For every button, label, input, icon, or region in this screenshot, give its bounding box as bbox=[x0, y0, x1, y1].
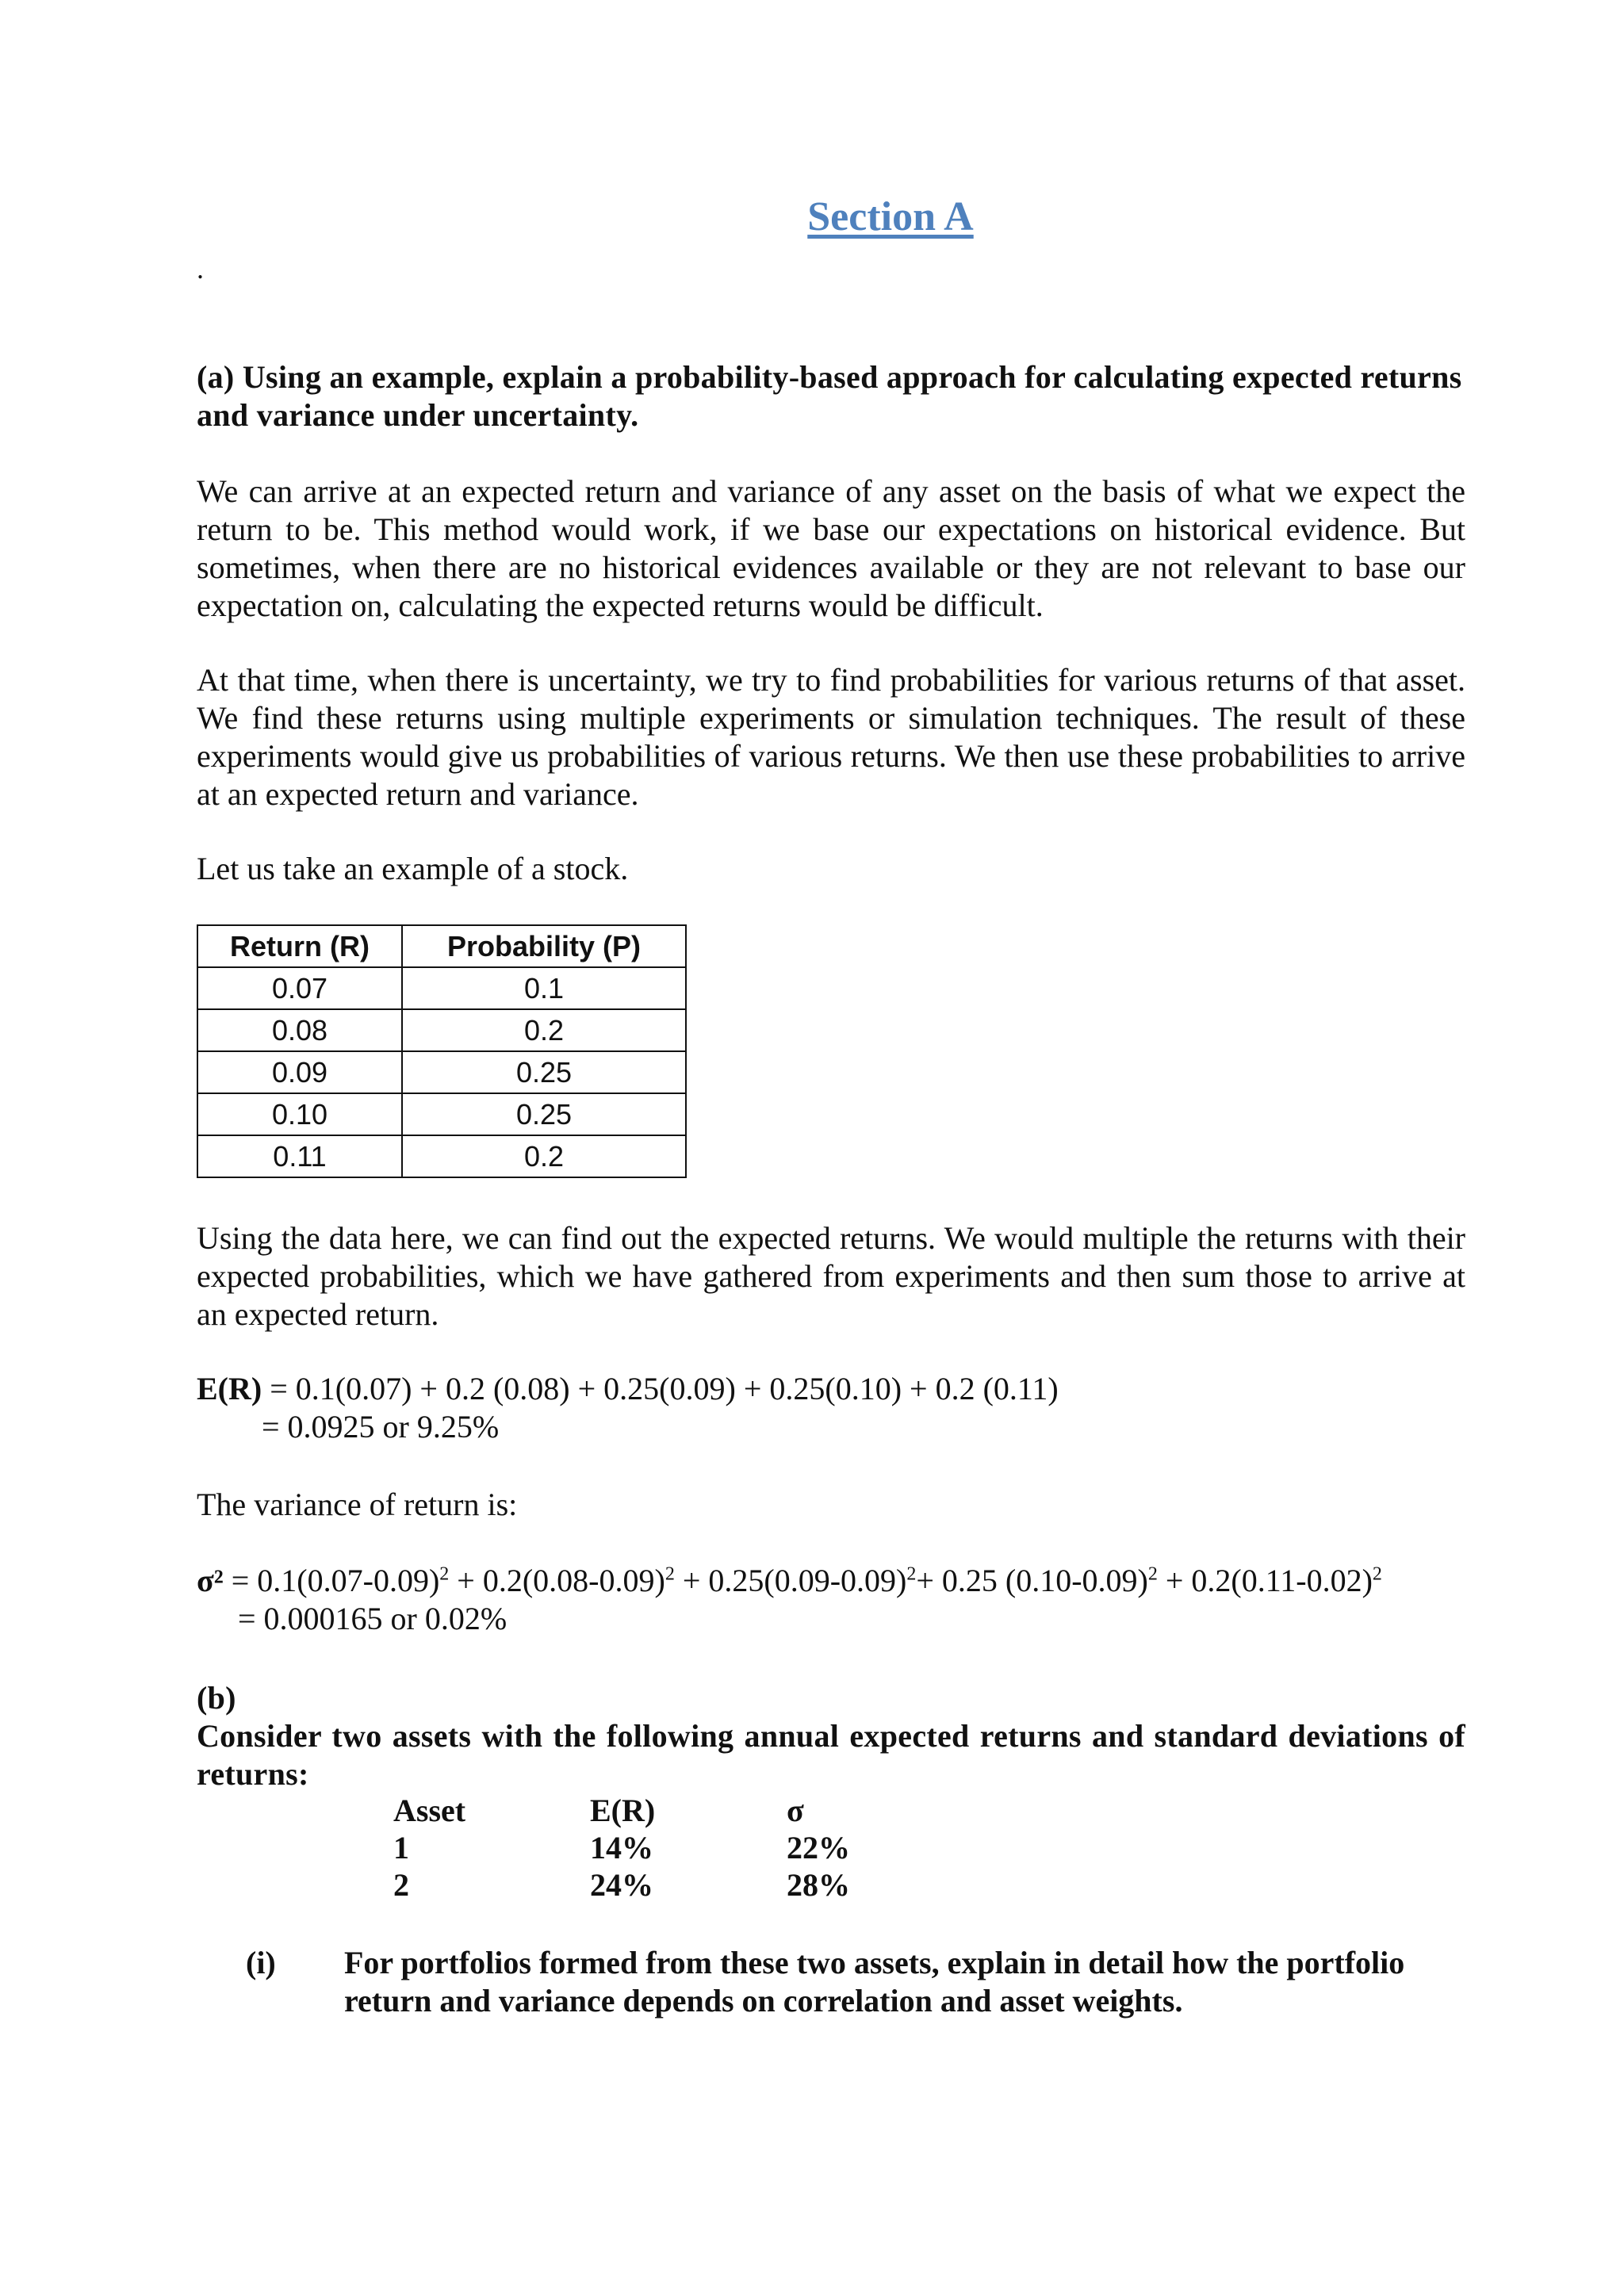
header-expected-return: E(R) bbox=[590, 1793, 656, 1828]
cell-sigma: 22% bbox=[787, 1830, 850, 1866]
table-row bbox=[197, 1093, 686, 1135]
var-term: + 0.25 (0.10-0.09) bbox=[916, 1563, 1148, 1598]
question-a: (a) Using an example, explain a probability-based approach for calculating expected returns and variance under uncertainty. bbox=[197, 359, 1462, 433]
variance-formula bbox=[197, 1562, 1465, 1638]
paragraph-4: Using the data here, we can find out the expected returns. We would multiple the returns with their expected probabilities, which we have gathered from experiments and then sum those to arrive at an expected return. bbox=[197, 1220, 1465, 1332]
expected-return-line-1 bbox=[197, 1370, 1465, 1408]
paragraph-2: At that time, when there is uncertainty, we try to find probabilities for various returns of that asset. We find these returns using multiple experiments or simulation techniques. The result of these experiments would give us probabilities of various returns. We then use these probabilities to arrive at an expected return and variance. bbox=[197, 662, 1465, 812]
asset-table bbox=[393, 1792, 983, 1904]
sub-question-number: (i) bbox=[246, 1945, 276, 1980]
paragraph-1: We can arrive at an expected return and variance of any asset on the basis of what we expect the return to be. This method would work, if we base our expectations on historical evidence. But sometimes, when there are no historical evidences available or they are not relevant to base our expectation on, calculating the expected returns would be difficult. bbox=[197, 473, 1465, 623]
section-title: Section A bbox=[807, 194, 974, 239]
sub-question-i bbox=[246, 1944, 1467, 2020]
variance-result: = 0.000165 or 0.02% bbox=[238, 1601, 508, 1636]
cell-return: 0.09 bbox=[197, 1051, 402, 1093]
cell-probability: 0.2 bbox=[402, 1135, 686, 1177]
var-term: + 0.2(0.08-0.09) bbox=[449, 1563, 665, 1598]
cell-asset: 2 bbox=[393, 1867, 409, 1903]
expected-return-result: = 0.0925 or 9.25% bbox=[262, 1409, 500, 1445]
variance-intro: The variance of return is: bbox=[197, 1487, 518, 1522]
er-label: E(R) bbox=[197, 1371, 262, 1406]
stray-dot: . bbox=[197, 253, 204, 285]
expected-return-formula bbox=[197, 1370, 1465, 1446]
sub-question-text: For portfolios formed from these two assets, explain in detail how the portfolio return and variance depends on correlation and asset weights. bbox=[344, 1945, 1405, 2019]
er-expression: = 0.1(0.07) + 0.2 (0.08) + 0.25(0.09) + 0.25(0.10) + 0.2 (0.11) bbox=[262, 1371, 1059, 1406]
cell-sigma: 28% bbox=[787, 1867, 850, 1903]
cell-return: 0.11 bbox=[197, 1135, 402, 1177]
table-row bbox=[197, 967, 686, 1009]
header-probability: Probability (P) bbox=[402, 925, 686, 967]
cell-asset: 1 bbox=[393, 1830, 409, 1866]
header-asset: Asset bbox=[393, 1793, 466, 1828]
cell-return: 0.07 bbox=[197, 967, 402, 1009]
cell-return: 0.10 bbox=[197, 1093, 402, 1135]
cell-expected-return: 24% bbox=[590, 1867, 653, 1903]
var-term: + 0.2(0.11-0.02) bbox=[1157, 1563, 1373, 1598]
question-b: Consider two assets with the following annual expected returns and standard deviations of returns: bbox=[197, 1718, 1465, 1792]
header-sigma: σ bbox=[787, 1793, 804, 1828]
cell-probability: 0.25 bbox=[402, 1093, 686, 1135]
asset-header-row bbox=[393, 1792, 983, 1829]
square-exponent: 2 bbox=[1372, 1563, 1382, 1585]
square-exponent: 2 bbox=[1147, 1563, 1158, 1585]
cell-probability: 0.1 bbox=[402, 967, 686, 1009]
square-exponent: 2 bbox=[906, 1563, 917, 1585]
square-exponent: 2 bbox=[665, 1563, 675, 1585]
table-row bbox=[197, 1051, 686, 1093]
part-b-label: (b) bbox=[197, 1680, 236, 1716]
paragraph-3: Let us take an example of a stock. bbox=[197, 851, 629, 886]
variance-line-1 bbox=[197, 1562, 1465, 1600]
cell-expected-return: 14% bbox=[590, 1830, 653, 1866]
var-term: = 0.1(0.07-0.09) bbox=[223, 1563, 440, 1598]
cell-return: 0.08 bbox=[197, 1009, 402, 1051]
var-term: + 0.25(0.09-0.09) bbox=[674, 1563, 907, 1598]
table-row bbox=[197, 1009, 686, 1051]
cell-probability: 0.2 bbox=[402, 1009, 686, 1051]
table-row bbox=[393, 1829, 983, 1866]
square-exponent: 2 bbox=[439, 1563, 450, 1585]
var-label: σ² bbox=[197, 1563, 224, 1598]
table-header-row bbox=[197, 925, 686, 967]
cell-probability: 0.25 bbox=[402, 1051, 686, 1093]
table-row bbox=[393, 1866, 983, 1904]
header-return: Return (R) bbox=[197, 925, 402, 967]
table-row bbox=[197, 1135, 686, 1177]
return-probability-table bbox=[197, 924, 687, 1178]
